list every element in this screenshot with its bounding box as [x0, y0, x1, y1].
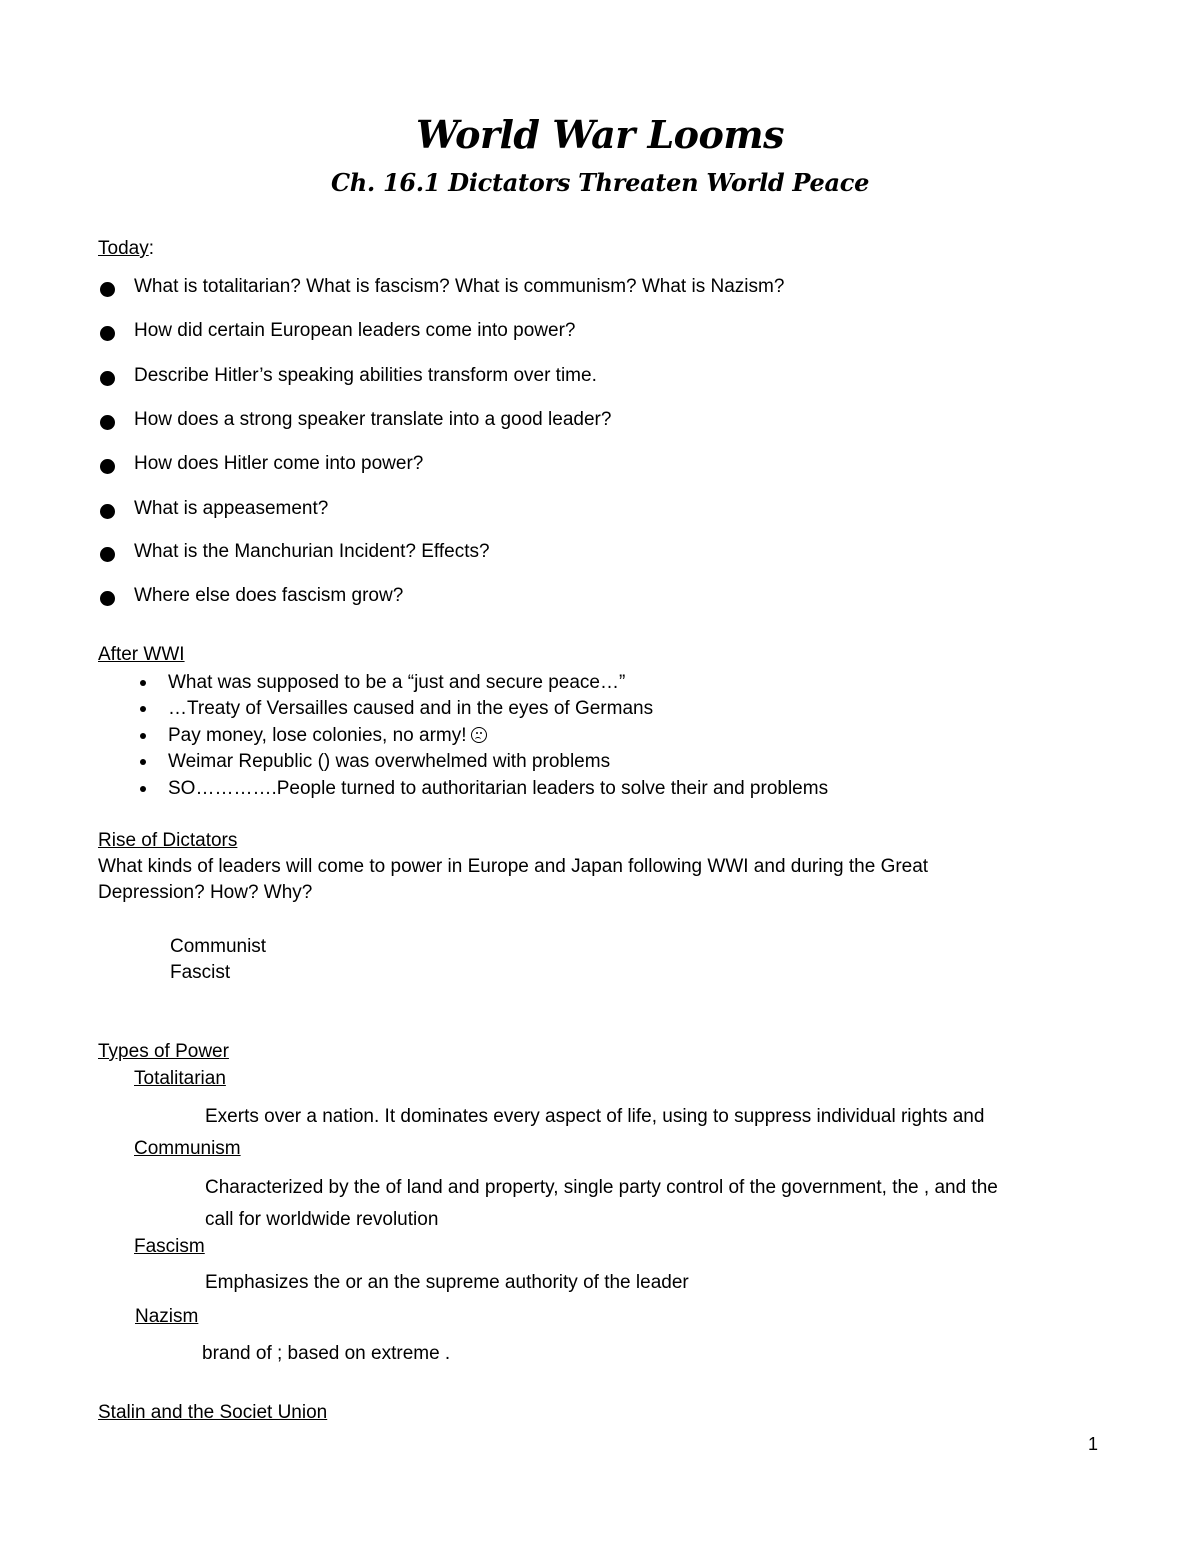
bullet-icon — [140, 680, 146, 686]
bullet-icon — [100, 282, 115, 297]
communism-definition: call for worldwide revolution — [205, 1209, 439, 1230]
communism-definition: Characterized by the of land and property, single party control of the government, the , and the — [205, 1177, 998, 1198]
totalitarian-label: Totalitarian — [134, 1068, 226, 1089]
leader-type: Fascist — [170, 962, 231, 983]
fascism-definition: Emphasizes the or an the supreme authority of the leader — [205, 1272, 689, 1293]
after-wwi-item: SO………….People turned to authoritarian leaders to solve their and problems — [168, 778, 829, 799]
bullet-icon — [100, 459, 115, 474]
bullet-icon — [140, 733, 146, 739]
after-wwi-item: Weimar Republic () was overwhelmed with problems — [168, 751, 611, 772]
after-wwi-item: Pay money, lose colonies, no army! — [168, 725, 467, 746]
types-of-power-heading: Types of Power — [98, 1041, 229, 1062]
today-heading — [98, 236, 154, 262]
today-item: What is appeasement? — [134, 498, 329, 519]
bullet-icon — [140, 706, 146, 712]
page-number: 1 — [1088, 1434, 1099, 1454]
communism-label: Communism — [134, 1138, 241, 1159]
after-wwi-item-row — [168, 723, 487, 749]
bullet-icon — [100, 504, 115, 519]
bullet-icon — [100, 371, 115, 386]
bullet-icon — [100, 591, 115, 606]
rise-of-dictators-heading: Rise of Dictators — [98, 830, 238, 851]
rise-question-line: What kinds of leaders will come to power in Europe and Japan following WWI and during the Great — [98, 856, 929, 877]
nazism-label: Nazism — [135, 1306, 199, 1327]
rise-question-line: Depression? How? Why? — [98, 882, 313, 903]
today-item: How did certain European leaders come into power? — [134, 320, 576, 341]
today-item: Where else does fascism grow? — [134, 585, 404, 606]
today-heading-colon: : — [148, 238, 154, 259]
frown-face-icon — [471, 727, 487, 743]
today-item: What is the Manchurian Incident? Effects? — [134, 541, 490, 562]
stalin-heading: Stalin and the Societ Union — [98, 1402, 328, 1423]
bullet-icon — [100, 547, 115, 562]
bullet-icon — [140, 786, 146, 792]
bullet-icon — [100, 326, 115, 341]
nazism-definition: brand of ; based on extreme . — [202, 1343, 451, 1364]
document-title: World War Looms — [416, 112, 784, 157]
today-item: Describe Hitler’s speaking abilities transform over time. — [134, 365, 597, 386]
after-wwi-item: What was supposed to be a “just and secure peace…” — [168, 672, 626, 693]
document-subtitle: Ch. 16.1 Dictators Threaten World Peace — [330, 168, 870, 197]
bullet-icon — [140, 759, 146, 765]
leader-type: Communist — [170, 936, 267, 957]
today-heading-label: Today — [98, 238, 149, 259]
today-item: What is totalitarian? What is fascism? What is communism? What is Nazism? — [134, 276, 785, 297]
after-wwi-heading: After WWI — [98, 644, 185, 665]
bullet-icon — [100, 415, 115, 430]
today-item: How does a strong speaker translate into a good leader? — [134, 409, 612, 430]
today-item: How does Hitler come into power? — [134, 453, 424, 474]
totalitarian-definition: Exerts over a nation. It dominates every aspect of life, using to suppress individual rights and — [205, 1106, 985, 1127]
fascism-label: Fascism — [134, 1236, 205, 1257]
after-wwi-item: …Treaty of Versailles caused and in the eyes of Germans — [168, 698, 654, 719]
